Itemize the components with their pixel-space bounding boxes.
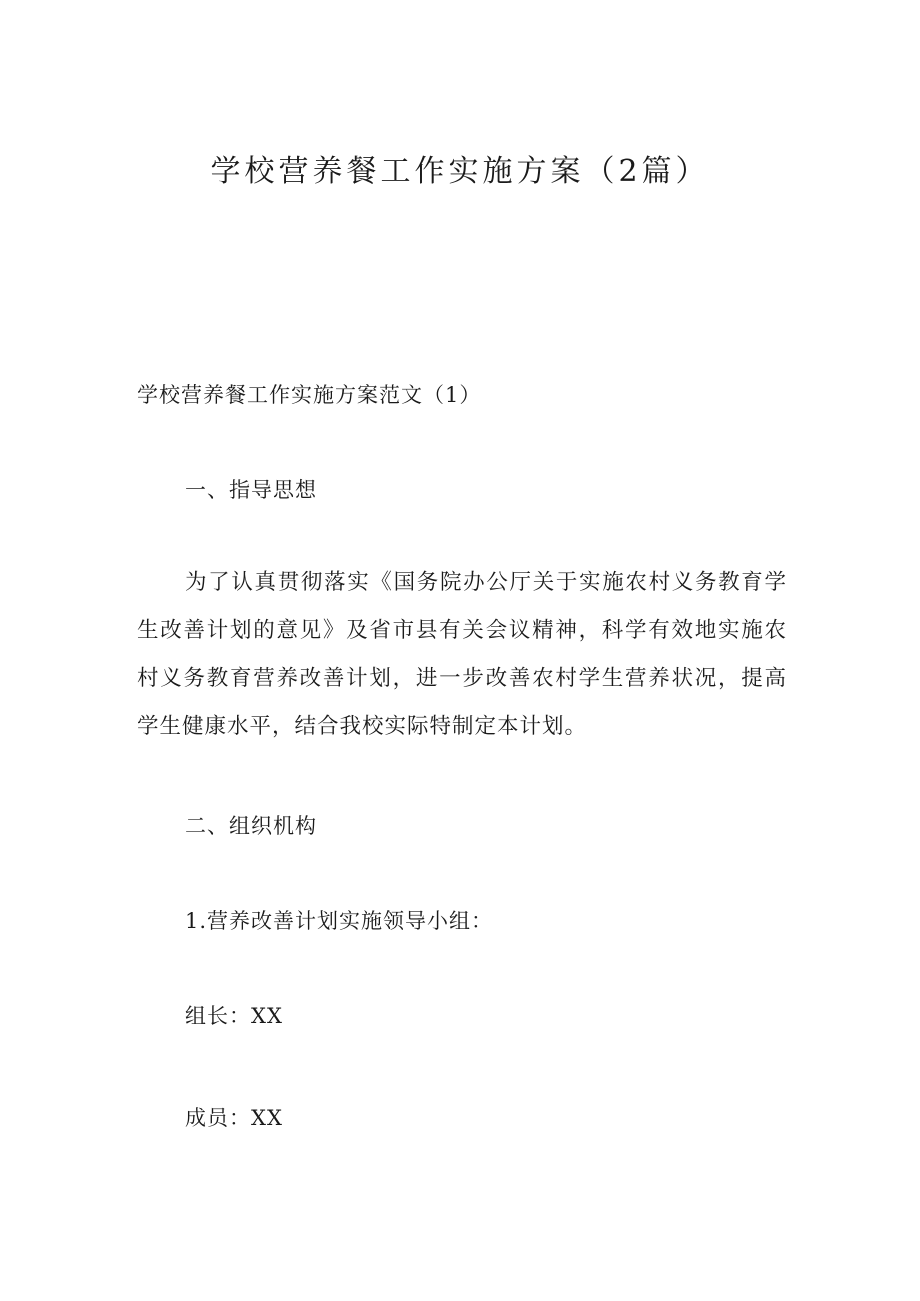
group-leader: 组长：XX (185, 1004, 283, 1028)
section-heading-guiding-thought: 一、指导思想 (185, 478, 317, 502)
section-heading-organization: 二、组织机构 (185, 814, 317, 838)
leading-group-item: 1.营养改善计划实施领导小组： (185, 909, 494, 933)
document-subtitle: 学校营养餐工作实施方案范文（1） (137, 383, 482, 407)
guiding-thought-paragraph: 为了认真贯彻落实《国务院办公厅关于实施农村义务教育学生改善计划的意见》及省市县有关会议精神，科学有效地实施农村义务教育营养改善计划，进一步改善农村学生营养状况，提高学生健康水平，结合我校实际特制定本计划。 (137, 570, 787, 739)
document-title: 学校营养餐工作实施方案（2篇） (210, 154, 710, 189)
group-members: 成员：XX (185, 1106, 283, 1130)
